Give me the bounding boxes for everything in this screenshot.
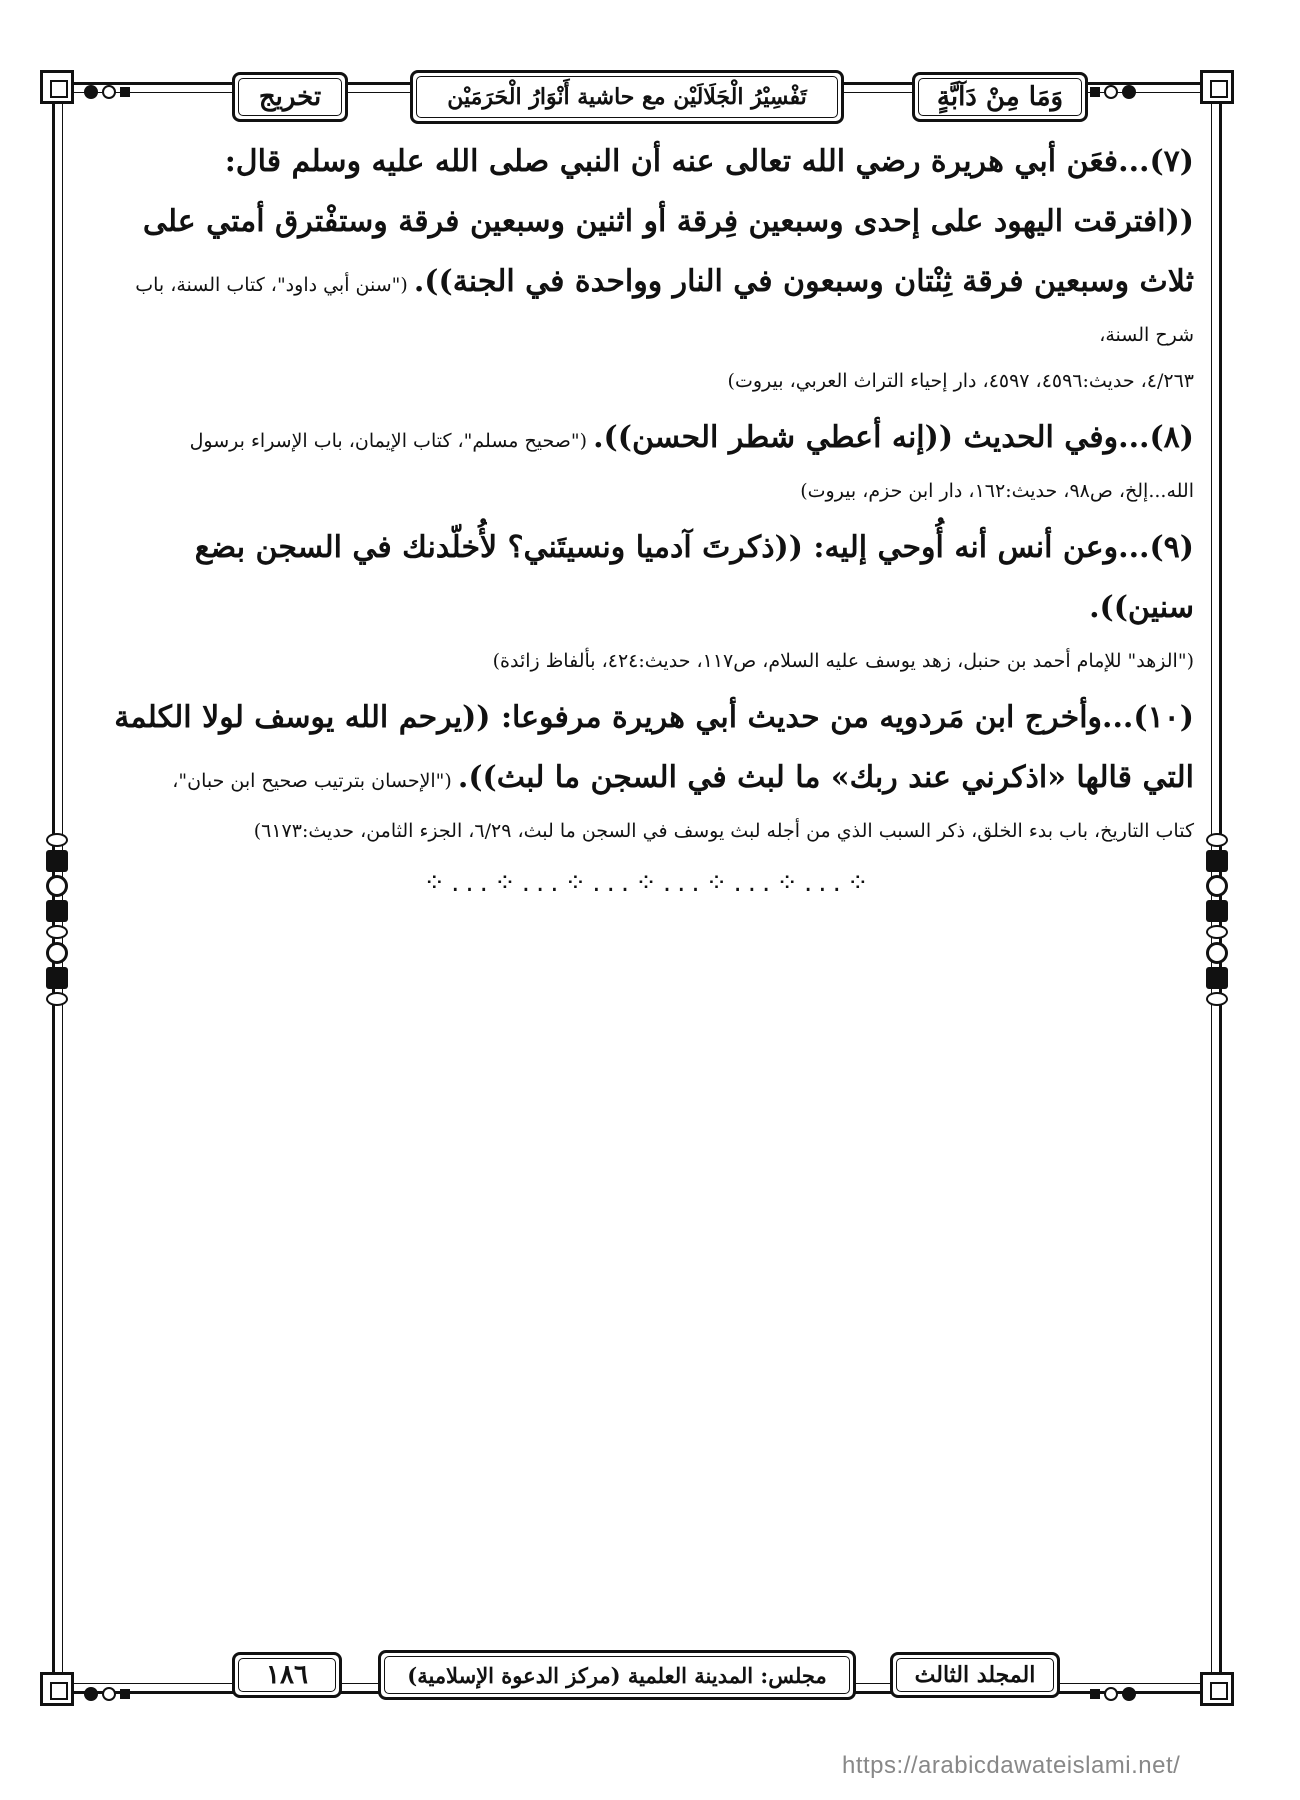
header-book-title: تَفْسِيْرُ الْجَلَالَيْن مع حاشية أَنْوَارُ الْحَرَمَيْن (447, 84, 807, 110)
footnote-9 (104, 518, 1194, 638)
footnote-8 (104, 408, 1194, 468)
section-divider: ⁘...⁘...⁘...⁘...⁘...⁘...⁘ (423, 868, 875, 898)
footnote-10-hadith: (١٠)...وأخرج ابن مَردويه من حديث أبي هريرة مرفوعا: ((يرحم الله يوسف لولا الكلمة التي قالها «اذكرني عند ربك» ما لبث في السجن ما لبث)). (114, 700, 1194, 795)
footnote-9-reference: ("الزهد" للإمام أحمد بن حنبل، زهد يوسف عليه السلام، ص١١٧، حديث:٤٢٤، بألفاظ زائدة) (492, 650, 1194, 672)
footer-volume-text: المجلد الثالث (914, 1662, 1036, 1688)
footnote-8-ref-start: ("صحيح مسلم"، كتاب الإيمان، باب الإسراء برسول (189, 430, 594, 452)
header-section-title: تخريج (258, 82, 322, 112)
corner-ornament-bottom-left (40, 1672, 74, 1706)
footer-publisher-box (378, 1650, 856, 1700)
bottom-line-ornament-left (84, 1684, 130, 1704)
footer-page-number-box (232, 1652, 342, 1698)
footnote-7-ref-start: ("سنن أبي داود"، كتاب السنة، باب شرح السنة، (135, 274, 1194, 346)
corner-ornament-top-left (40, 70, 74, 104)
header-section-box (232, 72, 348, 122)
footnote-10-ref-start: ("الإحسان بترتيب صحيح ابن حبان"، (172, 770, 458, 792)
top-line-ornament-right (1090, 82, 1136, 102)
footer-publisher-text: مجلس: المدينة العلمية (مركز الدعوة الإسلامية) (407, 1662, 827, 1688)
footnote-8-hadith: (٨)...وفي الحديث ((إنه أعطي شطر الحسن)). (593, 420, 1194, 455)
watermark-url: https://arabicdawateislami.net/ (842, 1752, 1181, 1779)
footnote-9-hadith: (٩)...وعن أنس أنه أُوحي إليه: ((ذكرتَ آدميا ونسيتَني؟ لأُخلّدنك في السجن بضع سنين)). (194, 530, 1194, 625)
side-ornament-left (46, 830, 68, 1009)
footnote-10 (104, 688, 1194, 808)
footnotes-content (104, 132, 1194, 898)
footer-volume-box (890, 1652, 1060, 1698)
side-ornament-right (1206, 830, 1228, 1009)
page-number: ١٨٦ (266, 1660, 308, 1690)
corner-ornament-top-right (1200, 70, 1234, 104)
footnote-7 (104, 132, 1194, 358)
header-book-title-box (410, 70, 844, 124)
footnote-8-reference: الله...إلخ، ص٩٨، حديث:١٦٢، دار ابن حزم، بيروت) (800, 480, 1194, 502)
footnote-7-reference: ٤/٢٦٣، حديث:٤٥٩٦، ٤٥٩٧، دار إحياء التراث العربي، بيروت) (727, 370, 1194, 392)
footnote-7-hadith: (٧)...فعَن أبي هريرة رضي الله تعالى عنه أن النبي صلى الله عليه وسلم قال: ((افترقت اليهود على إحدى وسبعين فِرقة أو اثنين وسبعين فرقة وستفْترق أمتي على ثلاث وسبعين فرقة ثِنْتان وسبعون في النار وواحدة في الجنة)). (142, 144, 1194, 299)
bottom-line-ornament-right (1090, 1684, 1136, 1704)
corner-ornament-bottom-right (1200, 1672, 1234, 1706)
footnote-10-reference: كتاب التاريخ، باب بدء الخلق، ذكر السبب الذي من أجله لبث يوسف في السجن ما لبث، ٦/٢٩، الجزء الثامن، حديث:٦١٧٣) (253, 820, 1194, 842)
top-line-ornament-left (84, 82, 130, 102)
header-surah-text: وَمَا مِنْ دَآبَّةٍ (936, 82, 1064, 112)
header-surah-box (912, 72, 1088, 122)
